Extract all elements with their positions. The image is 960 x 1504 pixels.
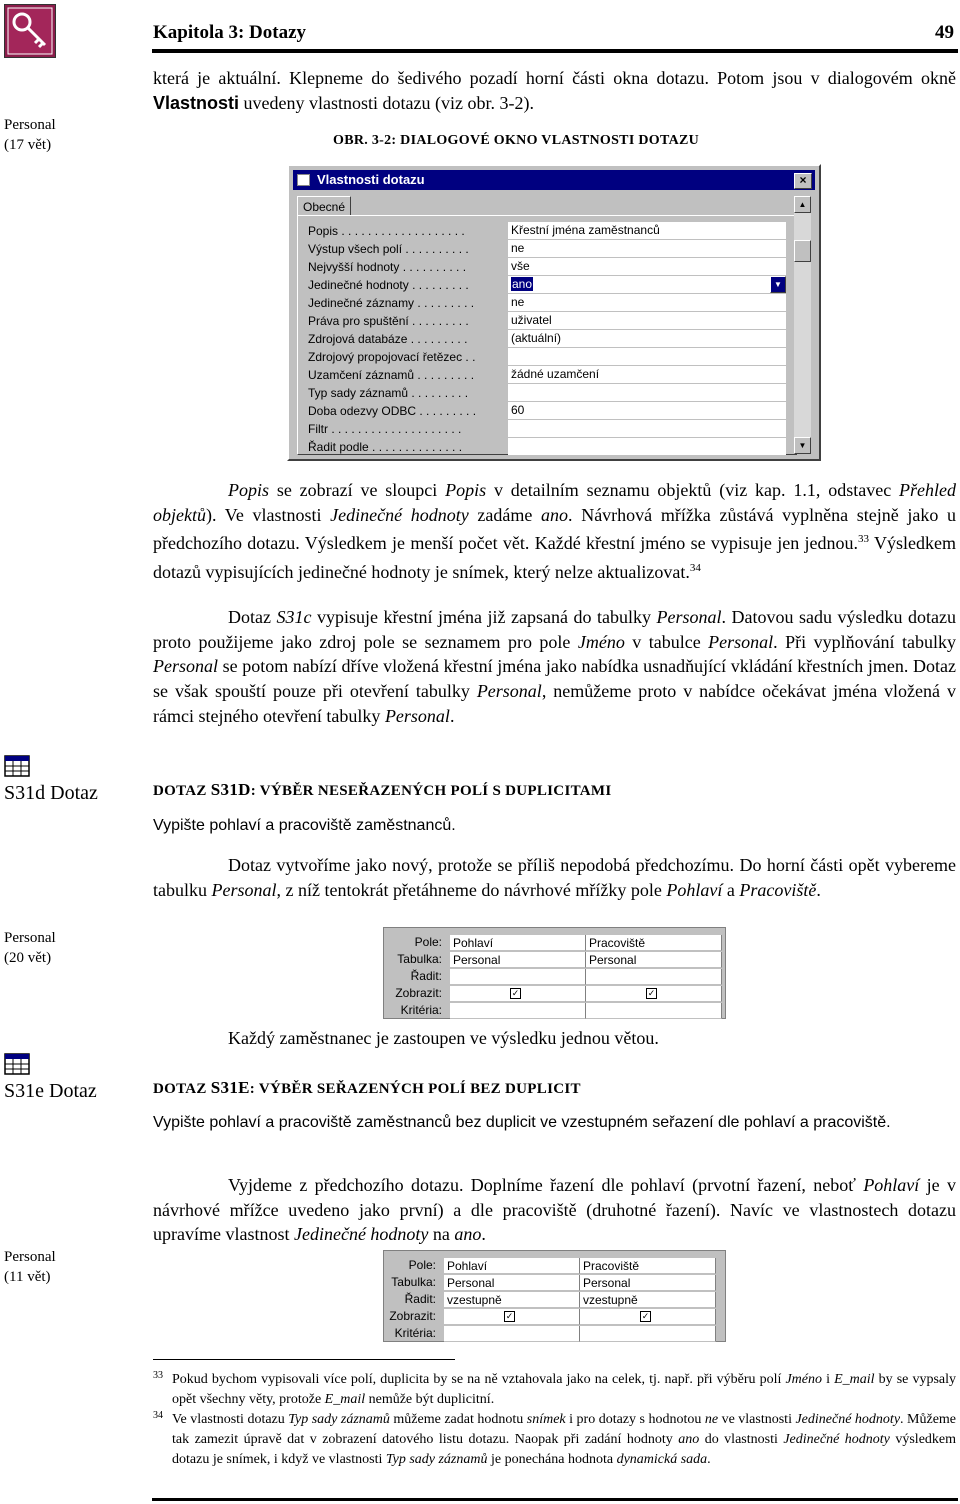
property-row[interactable]: Výstup všech polí . . . . . . . . . . ne bbox=[308, 240, 788, 258]
scroll-thumb[interactable] bbox=[794, 240, 811, 262]
grid-cell-show bbox=[444, 1309, 580, 1325]
figure-caption: OBR. 3-2: DIALOGOVÉ OKNO VLASTNOSTI DOTAZU bbox=[333, 133, 700, 148]
margin-note-line: Personal bbox=[4, 930, 56, 946]
properties-icon bbox=[297, 174, 310, 186]
property-value[interactable] bbox=[508, 384, 786, 401]
margin-note-personal-17 bbox=[4, 115, 56, 155]
paragraph-s31c: Dotaz S31c vypisuje křestní jména již zapsaná do tabulky Personal. Datovou sadu výsledku dotazu proto použijeme jako zdroj pole se seznamem pro pole Jméno v tabulce Personal. Při vyplňování tabulky Personal se potom nabízí dříve vložená křestní jména jako nabídka usnadňující vkládání křestních jmen. Dotaz se však spouští pouze při otevření tabulky Personal, nemůžeme proto v nabídce očekávat jména vložená v rámci stejného otevření tabulky Personal. bbox=[153, 607, 956, 726]
intro-paragraph: která je aktuální. Klepneme do šedivého pozadí horní části okna dotazu. Potom jsou v dialogovém okně Vlastnosti uvedeny vlastnosti dotazu (viz obr. 3-2). bbox=[153, 68, 956, 113]
grid-label: Pole: bbox=[408, 1258, 436, 1272]
grid-label: Kritéria: bbox=[394, 1326, 436, 1340]
margin-note-line: (11 vět) bbox=[4, 1269, 51, 1285]
property-value[interactable]: vše bbox=[508, 258, 786, 275]
property-row[interactable]: Jedinečné záznamy . . . . . . . . . ne bbox=[308, 294, 788, 312]
footer-rule bbox=[152, 1498, 958, 1501]
grid-cell-field[interactable]: Pracoviště bbox=[580, 1258, 716, 1274]
paragraph-sorting: Vyjdeme z předchozího dotazu. Doplníme řazení dle pohlaví (prvotní řazení, neboť Pohlaví je v návrhové mřížce uvedeno jako první) a dle pracoviště (druhotné řazení). Navíc ve vlastnostech dotazu upravíme vlastnost Jedinečné hodnoty na ano. bbox=[153, 1175, 956, 1245]
scroll-down-icon[interactable]: ▼ bbox=[794, 437, 811, 454]
grid-label: Pole: bbox=[414, 935, 442, 949]
margin-note-personal-11 bbox=[4, 1247, 56, 1287]
footnote-number: 33 bbox=[153, 1370, 163, 1381]
property-row[interactable]: Řadit podle . . . . . . . . . . . . . . bbox=[308, 438, 788, 456]
margin-note-line: Personal bbox=[4, 1249, 56, 1265]
property-value[interactable] bbox=[508, 438, 786, 455]
grid-cell-table[interactable]: Personal bbox=[586, 952, 722, 968]
page-number: 49 bbox=[935, 22, 954, 43]
section-heading-s31d: DOTAZ S31D: VÝBĚR NESEŘAZENÝCH POLÍ S DUPLICITAMI bbox=[153, 780, 612, 799]
footnote-rule bbox=[153, 1359, 455, 1360]
property-row[interactable]: Uzamčení záznamů . . . . . . . . . žádné uzamčení bbox=[308, 366, 788, 384]
design-grid-s31e bbox=[383, 1250, 726, 1342]
footnote-ref-34: 34 bbox=[689, 562, 701, 575]
margin-title-s31e: S31e Dotaz bbox=[4, 1080, 97, 1102]
grid-label: Kritéria: bbox=[400, 1003, 442, 1017]
close-button[interactable]: × bbox=[794, 173, 812, 189]
query-properties-dialog bbox=[287, 164, 821, 461]
dialog-title: Vlastnosti dotazu bbox=[317, 172, 425, 187]
property-row[interactable]: Nejvyšší hodnoty . . . . . . . . . . vše bbox=[308, 258, 788, 276]
grid-cell-criteria[interactable] bbox=[580, 1326, 716, 1342]
grid-cell-sort[interactable]: vzestupně bbox=[444, 1292, 580, 1308]
grid-cell-criteria[interactable] bbox=[450, 1003, 586, 1019]
chevron-down-icon[interactable]: ▼ bbox=[770, 276, 786, 293]
property-value[interactable]: žádné uzamčení bbox=[508, 366, 786, 383]
grid-cell-field[interactable]: Pohlaví bbox=[444, 1258, 580, 1274]
grid-cell-show bbox=[586, 986, 722, 1002]
margin-note-personal-20 bbox=[4, 928, 56, 968]
grid-label: Tabulka: bbox=[391, 1275, 436, 1289]
grid-cell-field[interactable]: Pracoviště bbox=[586, 935, 722, 951]
grid-cell-sort[interactable] bbox=[586, 969, 722, 985]
property-value[interactable]: 60 bbox=[508, 402, 786, 419]
property-value[interactable]: Křestní jména zaměstnanců bbox=[508, 222, 786, 239]
grid-cell-criteria[interactable] bbox=[444, 1326, 580, 1342]
property-value[interactable]: ne bbox=[508, 294, 786, 311]
property-value[interactable]: uživatel bbox=[508, 312, 786, 329]
property-row-unique-values[interactable]: Jedinečné hodnoty . . . . . . . . . ano ▼ bbox=[308, 276, 788, 294]
design-grid-s31d bbox=[383, 927, 726, 1019]
grid-cell-field[interactable]: Pohlaví bbox=[450, 935, 586, 951]
access-key-logo-icon bbox=[4, 4, 56, 58]
margin-note-line: Personal bbox=[4, 117, 56, 133]
grid-cell-show bbox=[450, 986, 586, 1002]
property-row[interactable]: Zdrojová databáze . . . . . . . . . (aktuální) bbox=[308, 330, 788, 348]
checkbox-checked-icon[interactable]: ✓ bbox=[647, 988, 656, 998]
grid-label: Řadit: bbox=[410, 969, 442, 983]
footnote-number: 34 bbox=[153, 1410, 163, 1421]
tab-general[interactable]: Obecné bbox=[297, 196, 351, 216]
checkbox-checked-icon[interactable]: ✓ bbox=[641, 1311, 650, 1321]
checkbox-checked-icon[interactable]: ✓ bbox=[511, 988, 520, 998]
property-row[interactable]: Zdrojový propojovací řetězec . . bbox=[308, 348, 788, 366]
grid-label: Řadit: bbox=[404, 1292, 436, 1306]
footnote-34: 34 Ve vlastnosti dotazu Typ sady záznamů můžeme zadat hodnotu snímek i pro dotazy s hodnotou ne ve vlastnosti Jedinečné hodnoty. Můžeme tak zamezit úpravě dat v zobrazení datového listu dotazu. Naopak při zadání hodnoty ano do vlastnosti Jedinečné hodnoty výsledkem dotazu je snímek, i když ve vlastnosti Typ sady záznamů je ponechána hodnota dynamická sada. bbox=[153, 1410, 957, 1467]
margin-note-line: (20 vět) bbox=[4, 950, 52, 966]
dialog-title-bar bbox=[293, 170, 815, 190]
grid-cell-sort[interactable] bbox=[450, 969, 586, 985]
property-value[interactable]: ne bbox=[508, 240, 786, 257]
margin-title-s31d: S31d Dotaz bbox=[4, 782, 98, 804]
property-row[interactable]: Doba odezvy ODBC . . . . . . . . . 60 bbox=[308, 402, 788, 420]
query-icon bbox=[4, 1053, 30, 1075]
property-value[interactable] bbox=[508, 348, 786, 365]
scroll-up-icon[interactable]: ▲ bbox=[794, 196, 811, 213]
property-row[interactable]: Práva pro spuštění . . . . . . . . . uživatel bbox=[308, 312, 788, 330]
grid-cell-sort[interactable]: vzestupně bbox=[580, 1292, 716, 1308]
grid-label: Zobrazit: bbox=[395, 986, 442, 1000]
section-heading-s31e: DOTAZ S31E: VÝBĚR SEŘAZENÝCH POLÍ BEZ DUPLICIT bbox=[153, 1078, 581, 1097]
properties-panel bbox=[297, 215, 797, 455]
footnote-33: 33 Pokud bychom vypisovali více polí, duplicita by se na ně vztahovala jako na celek, tj. např. při výběru polí Jméno i E_mail by se vypsaly opět všechny věty, protože E_mail nemůže být duplicitní. bbox=[153, 1370, 956, 1407]
property-row[interactable]: Popis . . . . . . . . . . . . . . . . . . . Křestní jména zaměstnanců bbox=[308, 222, 788, 240]
property-value[interactable]: (aktuální) bbox=[508, 330, 786, 347]
paragraph-unique-values: Popis se zobrazí ve sloupci Popis v detailním seznamu objektů (viz kap. 1.1, odstavec Přehled objektů). Ve vlastnosti Jedinečné hodnoty zadáme ano. Návrhová mřížka zůstává vyplněna stejně jako u předchozího dotazu. Výsledkem je menší počet vět. Každé křestní jméno se vypisuje jen jednou.$^{33}$ Výsledkem dotazů vypisujících jedinečné hodnoty je snímek, který nelze aktualizovat.$^{34}$ bbox=[153, 480, 957, 583]
margin-note-line: (17 vět) bbox=[4, 137, 52, 153]
checkbox-checked-icon[interactable]: ✓ bbox=[505, 1311, 514, 1321]
vertical-scrollbar[interactable] bbox=[794, 196, 811, 454]
task-s31e: Vypište pohlaví a pracoviště zaměstnanců bez duplicit ve vzestupném seřazení dle pohlaví a pracoviště. bbox=[153, 1114, 891, 1131]
property-value[interactable] bbox=[508, 420, 786, 437]
grid-cell-show bbox=[580, 1309, 716, 1325]
grid-label: Tabulka: bbox=[397, 952, 442, 966]
query-icon bbox=[4, 755, 30, 777]
property-row[interactable]: Filtr . . . . . . . . . . . . . . . . . . . . bbox=[308, 420, 788, 438]
paragraph-new-query: Dotaz vytvoříme jako nový, protože se příliš nepodobá předchozímu. Do horní části opět vybereme tabulku Personal, z níž tentokrát přetáhneme do návrhové mřížky pole Pohlaví a Pracoviště. bbox=[153, 855, 956, 900]
grid-cell-table[interactable]: Personal bbox=[444, 1275, 580, 1291]
grid-cell-table[interactable]: Personal bbox=[580, 1275, 716, 1291]
property-row[interactable]: Typ sady záznamů . . . . . . . . . bbox=[308, 384, 788, 402]
paragraph-result: Každý zaměstnanec je zastoupen ve výsledku jednou větou. bbox=[228, 1028, 659, 1048]
footnote-ref-33: 33 bbox=[858, 533, 870, 546]
chapter-title: Kapitola 3: Dotazy bbox=[153, 22, 307, 43]
property-dropdown[interactable]: ano ▼ bbox=[508, 276, 786, 293]
grid-label: Zobrazit: bbox=[389, 1309, 436, 1323]
grid-cell-table[interactable]: Personal bbox=[450, 952, 586, 968]
grid-cell-criteria[interactable] bbox=[586, 1003, 722, 1019]
task-s31d: Vypište pohlaví a pracoviště zaměstnanců. bbox=[153, 817, 456, 834]
header-rule bbox=[152, 49, 958, 53]
